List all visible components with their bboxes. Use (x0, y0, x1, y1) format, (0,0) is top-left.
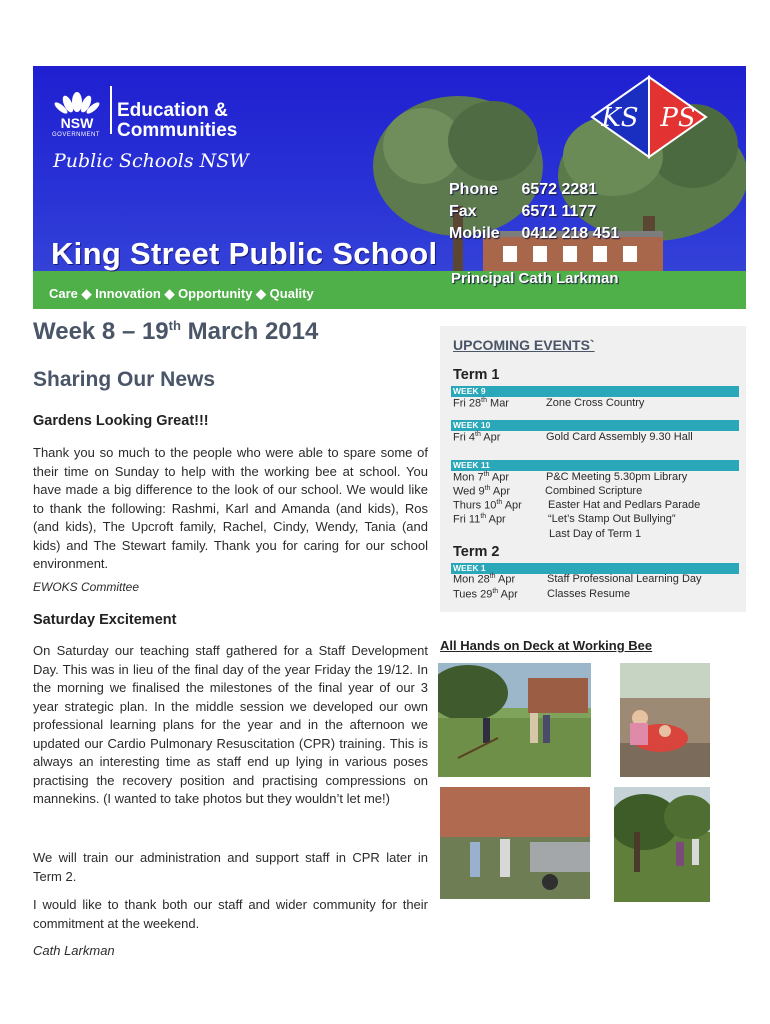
week-1-bar: WEEK 1 (451, 563, 739, 574)
author-signoff: Cath Larkman (33, 943, 115, 958)
event-date: Mon 7th Apr (453, 471, 509, 484)
contact-mobile: Mobile 0412 218 451 (449, 225, 620, 242)
cpr-paragraph: We will train our administration and support staff in CPR later in Term 2. (33, 850, 428, 884)
thanks-paragraph: I would like to thank both our staff and wider community for their commitment at the weekend. (33, 897, 428, 931)
upcoming-events-panel (440, 326, 746, 612)
event-description: P&C Meeting 5.30pm Library (546, 471, 688, 483)
event-description: Classes Resume (547, 588, 631, 600)
school-logo-icon (586, 74, 712, 160)
event-description: Last Day of Term 1 (549, 528, 642, 540)
saturday-heading: Saturday Excitement (33, 612, 177, 628)
gardens-heading: Gardens Looking Great!!! (33, 413, 209, 429)
working-bee-photo-2 (620, 663, 710, 777)
ewoks-signature: EWOKS Committee (33, 580, 140, 594)
waratah-logo-icon (51, 84, 103, 134)
event-date: Wed 9th Apr (453, 485, 511, 498)
newsletter-week-title: Week 8 – 19th March 2014 (33, 318, 319, 345)
event-date: Fri 4th Apr (453, 431, 501, 444)
principal-name: Principal Cath Larkman (451, 270, 619, 287)
week-11-bar: WEEK 11 (451, 460, 739, 471)
svg-text:NSW: NSW (60, 115, 94, 131)
event-date: Fri 11th Apr (453, 513, 506, 526)
logo-text-communities: Communities (117, 120, 238, 141)
event-date: Fri 28th Mar (453, 397, 509, 410)
working-bee-photo-1 (438, 663, 591, 777)
logo-divider (110, 86, 112, 134)
event-date: Mon 28th Apr (453, 573, 516, 586)
week-9-bar: WEEK 9 (451, 386, 739, 397)
svg-text:PS: PS (660, 103, 696, 133)
event-date: Thurs 10th Apr (453, 499, 522, 512)
contact-fax: Fax 6571 1177 (449, 203, 597, 220)
event-description: Combined Scripture (545, 485, 643, 497)
saturday-paragraph: On Saturday our teaching staff gathered for a Staff Development Day. This was in lieu of the final day of the year Friday the 19/12. In the morning we finalised the milestones of the final year of our 3 year strategic plan. In the middle session we developed our own professional learning plans for the year and in the afternoon we updated our Cardio Pulmonary Resuscitation (CPR) training. This is always an interesting time as staff end up lying in various poses practising the recovery position and practising compressions on mannekins. (I wanted to take photos but they wouldn’t let me!) (33, 643, 428, 806)
event-description: Staff Professional Learning Day (547, 573, 702, 585)
logo-government-label: GOVERNMENT (52, 132, 101, 138)
event-description: Easter Hat and Pedlars Parade (548, 499, 701, 511)
event-date: Tues 29th Apr (453, 588, 518, 601)
logo-text-education: Education & (117, 100, 228, 121)
sharing-our-news-heading: Sharing Our News (33, 368, 216, 391)
svg-text:KS: KS (601, 103, 639, 133)
week-10-bar: WEEK 10 (451, 420, 739, 431)
school-name: King Street Public School (51, 236, 438, 271)
event-description: “Let’s Stamp Out Bullying” (548, 513, 676, 525)
term-2-heading: Term 2 (453, 544, 500, 560)
term-1-heading: Term 1 (453, 367, 500, 383)
public-schools-nsw-title: Public Schools NSW (53, 150, 249, 172)
working-bee-photo-3 (440, 787, 590, 899)
upcoming-events-title: UPCOMING EVENTS` (453, 337, 595, 353)
contact-phone: Phone 6572 2281 (449, 181, 598, 198)
gardens-paragraph: Thank you so much to the people who were able to spare some of their time on Sunday to help with the working bee at school. You have made a big difference to the look of our school. We would like to thank the following: Rashmi, Karl and Amanda (and kids), Ros (and kids), The Upcroft family, Rachel, Cindy, Wendy, Tania (and kids) and The Stewart family. Thank you for caring for our school environment. (33, 445, 428, 571)
event-description: Gold Card Assembly 9.30 Hall (546, 431, 693, 443)
event-description: Zone Cross Country (546, 397, 645, 409)
school-tagline: Care ◆ Innovation ◆ Opportunity ◆ Quality (49, 286, 314, 301)
school-banner (33, 66, 746, 309)
working-bee-photo-4 (614, 787, 710, 902)
photos-heading: All Hands on Deck at Working Bee (440, 638, 653, 653)
